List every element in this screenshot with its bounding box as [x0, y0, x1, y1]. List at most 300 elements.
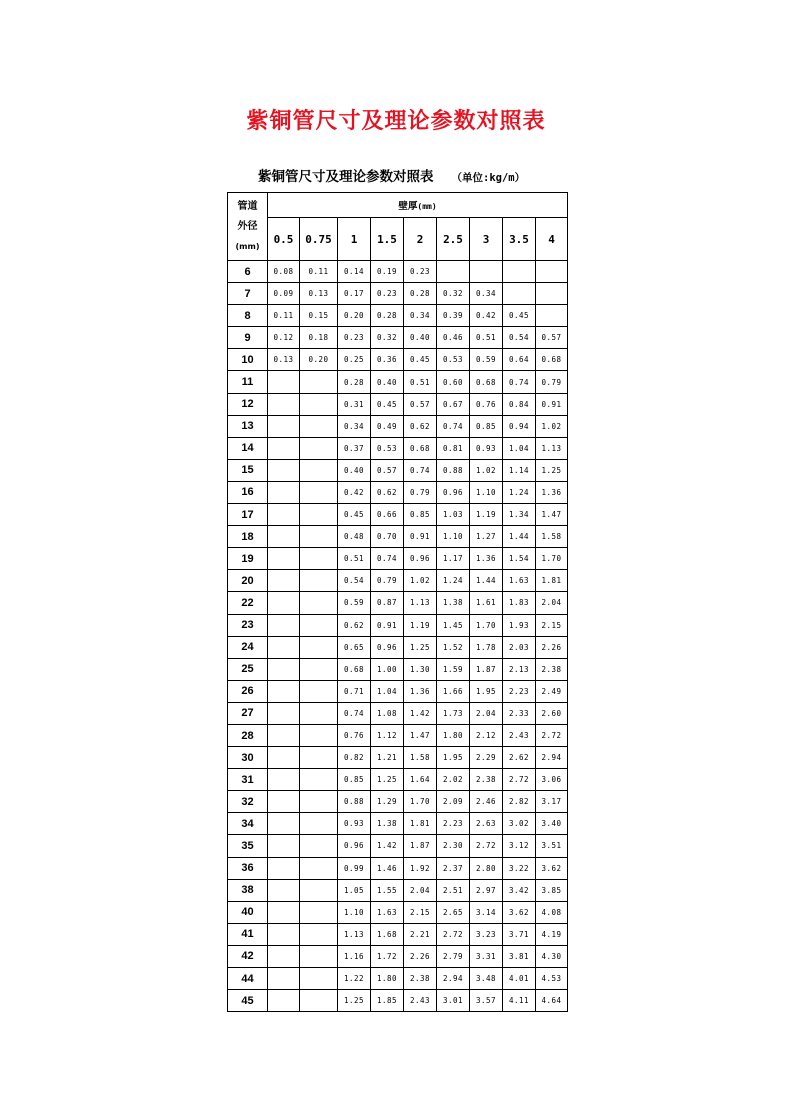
- weight-cell: [536, 261, 568, 283]
- weight-cell: [300, 968, 338, 990]
- outer-diameter-cell: 23: [228, 614, 268, 636]
- weight-cell: 2.09: [437, 791, 470, 813]
- weight-cell: 0.51: [404, 371, 437, 393]
- weight-cell: 3.17: [536, 791, 568, 813]
- weight-cell: 2.72: [503, 769, 536, 791]
- weight-cell: 1.54: [503, 548, 536, 570]
- weight-cell: 0.62: [404, 415, 437, 437]
- weight-cell: 1.30: [404, 658, 437, 680]
- weight-cell: 1.25: [536, 459, 568, 481]
- weight-cell: 0.96: [371, 636, 404, 658]
- weight-cell: 0.85: [404, 504, 437, 526]
- weight-cell: [268, 371, 300, 393]
- weight-cell: 1.81: [404, 813, 437, 835]
- weight-cell: [268, 769, 300, 791]
- outer-diameter-cell: 24: [228, 636, 268, 658]
- table-row: [228, 504, 568, 526]
- weight-cell: 0.45: [371, 393, 404, 415]
- outer-diameter-cell: 13: [228, 415, 268, 437]
- weight-cell: 0.88: [437, 459, 470, 481]
- outer-diameter-cell: 7: [228, 283, 268, 305]
- weight-cell: 0.23: [371, 283, 404, 305]
- weight-cell: 3.12: [503, 835, 536, 857]
- weight-cell: 3.51: [536, 835, 568, 857]
- weight-cell: [300, 504, 338, 526]
- weight-cell: 0.39: [437, 305, 470, 327]
- thickness-header-cell: 3: [470, 218, 503, 261]
- outer-diameter-cell: 10: [228, 349, 268, 371]
- wall-thickness-header: [268, 193, 568, 218]
- table-row: [228, 481, 568, 503]
- weight-cell: [300, 702, 338, 724]
- weight-cell: 2.26: [536, 636, 568, 658]
- weight-cell: 1.10: [437, 526, 470, 548]
- table-row: [228, 702, 568, 724]
- weight-cell: [268, 945, 300, 967]
- weight-cell: [268, 923, 300, 945]
- weight-cell: 0.19: [371, 261, 404, 283]
- weight-cell: [300, 658, 338, 680]
- weight-cell: 0.64: [503, 349, 536, 371]
- od-header-line2: 外径: [237, 220, 258, 232]
- outer-diameter-cell: 42: [228, 945, 268, 967]
- weight-cell: 0.57: [404, 393, 437, 415]
- table-row: [228, 526, 568, 548]
- weight-cell: 3.40: [536, 813, 568, 835]
- weight-cell: [268, 658, 300, 680]
- weight-cell: 1.70: [470, 614, 503, 636]
- weight-cell: 1.58: [404, 747, 437, 769]
- table-row: [228, 393, 568, 415]
- thickness-header-cell: 0.5: [268, 218, 300, 261]
- weight-cell: 1.80: [437, 724, 470, 746]
- weight-cell: 1.87: [404, 835, 437, 857]
- weight-cell: 0.13: [268, 349, 300, 371]
- weight-cell: 1.38: [437, 592, 470, 614]
- weight-cell: 1.59: [437, 658, 470, 680]
- weight-cell: 2.03: [503, 636, 536, 658]
- weight-cell: [300, 459, 338, 481]
- weight-cell: 4.30: [536, 945, 568, 967]
- weight-cell: 1.22: [338, 968, 371, 990]
- weight-cell: 3.57: [470, 990, 503, 1012]
- weight-cell: [268, 791, 300, 813]
- weight-cell: 0.74: [437, 415, 470, 437]
- weight-cell: [300, 945, 338, 967]
- weight-table: [227, 192, 568, 1012]
- weight-cell: [268, 702, 300, 724]
- weight-cell: [268, 901, 300, 923]
- weight-cell: [268, 437, 300, 459]
- weight-cell: 0.54: [338, 570, 371, 592]
- od-header-unit: (mm): [235, 241, 260, 251]
- weight-cell: [268, 747, 300, 769]
- weight-cell: 0.79: [404, 481, 437, 503]
- weight-cell: 0.66: [371, 504, 404, 526]
- weight-cell: 0.28: [371, 305, 404, 327]
- weight-cell: 0.62: [371, 481, 404, 503]
- table-row: [228, 305, 568, 327]
- weight-cell: 2.29: [470, 747, 503, 769]
- weight-cell: 1.29: [371, 791, 404, 813]
- weight-cell: [300, 614, 338, 636]
- weight-cell: 2.51: [437, 879, 470, 901]
- outer-diameter-cell: 15: [228, 459, 268, 481]
- weight-cell: 0.31: [338, 393, 371, 415]
- weight-cell: 0.79: [536, 371, 568, 393]
- weight-cell: 0.53: [437, 349, 470, 371]
- weight-cell: [268, 813, 300, 835]
- weight-cell: 1.21: [371, 747, 404, 769]
- weight-cell: 3.85: [536, 879, 568, 901]
- weight-cell: 2.65: [437, 901, 470, 923]
- weight-cell: 2.04: [536, 592, 568, 614]
- outer-diameter-cell: 41: [228, 923, 268, 945]
- weight-cell: [300, 393, 338, 415]
- weight-cell: 0.23: [404, 261, 437, 283]
- weight-cell: 3.81: [503, 945, 536, 967]
- weight-cell: 0.91: [371, 614, 404, 636]
- weight-cell: [300, 371, 338, 393]
- weight-cell: [268, 415, 300, 437]
- outer-diameter-cell: 27: [228, 702, 268, 724]
- outer-diameter-cell: 45: [228, 990, 268, 1012]
- weight-cell: 0.84: [503, 393, 536, 415]
- weight-cell: 1.80: [371, 968, 404, 990]
- table-row: [228, 327, 568, 349]
- weight-cell: [268, 879, 300, 901]
- weight-cell: 1.70: [536, 548, 568, 570]
- weight-cell: [268, 526, 300, 548]
- weight-cell: 0.11: [268, 305, 300, 327]
- thickness-header-cell: 2.5: [437, 218, 470, 261]
- table-row: [228, 747, 568, 769]
- weight-cell: 1.02: [404, 570, 437, 592]
- weight-cell: 0.14: [338, 261, 371, 283]
- weight-cell: 0.85: [470, 415, 503, 437]
- weight-cell: [268, 636, 300, 658]
- weight-cell: 2.30: [437, 835, 470, 857]
- thickness-label: 壁厚: [398, 201, 418, 212]
- weight-cell: 2.33: [503, 702, 536, 724]
- weight-cell: 4.64: [536, 990, 568, 1012]
- table-title: 紫铜管尺寸及理论参数对照表: [258, 169, 434, 185]
- weight-cell: 0.91: [404, 526, 437, 548]
- table-row: [228, 923, 568, 945]
- weight-cell: 0.85: [338, 769, 371, 791]
- weight-cell: [268, 857, 300, 879]
- weight-cell: 0.59: [338, 592, 371, 614]
- weight-cell: [268, 459, 300, 481]
- weight-cell: 0.94: [503, 415, 536, 437]
- weight-cell: 0.32: [437, 283, 470, 305]
- weight-cell: 0.60: [437, 371, 470, 393]
- weight-cell: 0.57: [371, 459, 404, 481]
- weight-cell: 1.73: [437, 702, 470, 724]
- weight-cell: [268, 724, 300, 746]
- table-row: [228, 570, 568, 592]
- weight-cell: [268, 614, 300, 636]
- thickness-header-cell: 1.5: [371, 218, 404, 261]
- weight-cell: 3.01: [437, 990, 470, 1012]
- weight-cell: 1.68: [371, 923, 404, 945]
- weight-cell: 2.80: [470, 857, 503, 879]
- weight-cell: 0.28: [404, 283, 437, 305]
- weight-cell: 1.47: [404, 724, 437, 746]
- weight-cell: 0.74: [404, 459, 437, 481]
- weight-cell: 0.54: [503, 327, 536, 349]
- weight-cell: 1.27: [470, 526, 503, 548]
- table-row: [228, 791, 568, 813]
- weight-cell: [268, 570, 300, 592]
- weight-cell: 1.95: [470, 680, 503, 702]
- weight-cell: 0.45: [404, 349, 437, 371]
- weight-cell: 1.13: [404, 592, 437, 614]
- weight-cell: [300, 680, 338, 702]
- weight-cell: 1.93: [503, 614, 536, 636]
- weight-cell: 2.15: [404, 901, 437, 923]
- weight-cell: 2.04: [404, 879, 437, 901]
- weight-cell: 3.42: [503, 879, 536, 901]
- weight-cell: 2.72: [536, 724, 568, 746]
- weight-cell: 0.57: [536, 327, 568, 349]
- weight-cell: 3.62: [536, 857, 568, 879]
- weight-cell: 1.64: [404, 769, 437, 791]
- weight-cell: 0.93: [338, 813, 371, 835]
- weight-cell: 0.23: [338, 327, 371, 349]
- weight-cell: 1.24: [503, 481, 536, 503]
- table-header: [228, 193, 568, 261]
- weight-cell: 2.43: [404, 990, 437, 1012]
- thickness-header-cell: 0.75: [300, 218, 338, 261]
- weight-cell: 0.68: [338, 658, 371, 680]
- weight-cell: 2.38: [536, 658, 568, 680]
- outer-diameter-cell: 32: [228, 791, 268, 813]
- weight-cell: [300, 791, 338, 813]
- weight-cell: 2.72: [437, 923, 470, 945]
- weight-cell: [300, 526, 338, 548]
- weight-cell: 0.96: [338, 835, 371, 857]
- weight-cell: [268, 990, 300, 1012]
- weight-cell: 0.46: [437, 327, 470, 349]
- weight-cell: 0.42: [470, 305, 503, 327]
- weight-cell: 0.25: [338, 349, 371, 371]
- od-header-line1: 管道: [237, 200, 258, 212]
- weight-cell: 0.68: [470, 371, 503, 393]
- weight-cell: 0.59: [470, 349, 503, 371]
- weight-cell: [300, 636, 338, 658]
- weight-cell: 2.60: [536, 702, 568, 724]
- outer-diameter-cell: 6: [228, 261, 268, 283]
- table-row: [228, 945, 568, 967]
- weight-cell: 0.40: [371, 371, 404, 393]
- outer-diameter-cell: 35: [228, 835, 268, 857]
- weight-cell: 1.05: [338, 879, 371, 901]
- weight-cell: 1.04: [503, 437, 536, 459]
- weight-cell: [300, 879, 338, 901]
- weight-cell: 1.36: [404, 680, 437, 702]
- outer-diameter-cell: 16: [228, 481, 268, 503]
- outer-diameter-cell: 28: [228, 724, 268, 746]
- weight-cell: [300, 415, 338, 437]
- weight-cell: 0.74: [503, 371, 536, 393]
- outer-diameter-cell: 20: [228, 570, 268, 592]
- table-row: [228, 835, 568, 857]
- weight-cell: 4.19: [536, 923, 568, 945]
- weight-cell: 1.63: [371, 901, 404, 923]
- weight-cell: 2.94: [536, 747, 568, 769]
- weight-cell: 2.97: [470, 879, 503, 901]
- thickness-header-cell: 2: [404, 218, 437, 261]
- weight-cell: 1.25: [404, 636, 437, 658]
- outer-diameter-cell: 38: [228, 879, 268, 901]
- weight-cell: 1.72: [371, 945, 404, 967]
- weight-cell: 3.71: [503, 923, 536, 945]
- weight-cell: [268, 481, 300, 503]
- weight-cell: 1.16: [338, 945, 371, 967]
- weight-cell: 0.49: [371, 415, 404, 437]
- weight-cell: [268, 548, 300, 570]
- weight-cell: 1.19: [470, 504, 503, 526]
- weight-cell: [300, 724, 338, 746]
- table-row: [228, 349, 568, 371]
- weight-cell: 2.37: [437, 857, 470, 879]
- weight-cell: 1.47: [536, 504, 568, 526]
- weight-cell: 2.46: [470, 791, 503, 813]
- weight-cell: 4.11: [503, 990, 536, 1012]
- weight-cell: 0.12: [268, 327, 300, 349]
- weight-cell: 0.76: [338, 724, 371, 746]
- weight-cell: 0.70: [371, 526, 404, 548]
- weight-cell: 4.01: [503, 968, 536, 990]
- weight-cell: 0.68: [536, 349, 568, 371]
- table-row: [228, 968, 568, 990]
- weight-cell: 2.02: [437, 769, 470, 791]
- weight-cell: 2.72: [470, 835, 503, 857]
- weight-cell: 1.46: [371, 857, 404, 879]
- weight-cell: 1.02: [470, 459, 503, 481]
- weight-cell: [300, 437, 338, 459]
- weight-cell: [470, 261, 503, 283]
- table-row: [228, 658, 568, 680]
- weight-cell: 0.99: [338, 857, 371, 879]
- weight-cell: 0.74: [338, 702, 371, 724]
- weight-cell: 1.66: [437, 680, 470, 702]
- weight-cell: 2.23: [503, 680, 536, 702]
- weight-cell: 3.62: [503, 901, 536, 923]
- weight-cell: 1.42: [404, 702, 437, 724]
- weight-cell: 0.37: [338, 437, 371, 459]
- table-row: [228, 769, 568, 791]
- weight-cell: 1.14: [503, 459, 536, 481]
- weight-cell: 1.70: [404, 791, 437, 813]
- thickness-values-row: [228, 218, 568, 261]
- weight-cell: 1.19: [404, 614, 437, 636]
- weight-cell: 3.02: [503, 813, 536, 835]
- outer-diameter-cell: 25: [228, 658, 268, 680]
- weight-cell: 2.38: [404, 968, 437, 990]
- table-row: [228, 813, 568, 835]
- outer-diameter-cell: 17: [228, 504, 268, 526]
- weight-cell: [268, 592, 300, 614]
- table-row: [228, 371, 568, 393]
- outer-diameter-cell: 36: [228, 857, 268, 879]
- weight-cell: 2.12: [470, 724, 503, 746]
- table-row: [228, 548, 568, 570]
- table-row: [228, 261, 568, 283]
- weight-cell: 0.65: [338, 636, 371, 658]
- weight-cell: 0.18: [300, 327, 338, 349]
- outer-diameter-cell: 30: [228, 747, 268, 769]
- outer-diameter-cell: 9: [228, 327, 268, 349]
- weight-cell: 1.25: [338, 990, 371, 1012]
- weight-cell: 1.55: [371, 879, 404, 901]
- weight-cell: 1.95: [437, 747, 470, 769]
- thickness-header-cell: 4: [536, 218, 568, 261]
- weight-cell: 3.22: [503, 857, 536, 879]
- weight-cell: 0.32: [371, 327, 404, 349]
- weight-cell: [503, 283, 536, 305]
- weight-cell: 0.68: [404, 437, 437, 459]
- outer-diameter-cell: 8: [228, 305, 268, 327]
- weight-cell: [300, 923, 338, 945]
- weight-cell: [300, 548, 338, 570]
- weight-cell: 0.34: [470, 283, 503, 305]
- table-row: [228, 592, 568, 614]
- weight-cell: [536, 283, 568, 305]
- weight-cell: 1.61: [470, 592, 503, 614]
- weight-cell: [300, 747, 338, 769]
- weight-cell: 0.79: [371, 570, 404, 592]
- document-title: 紫铜管尺寸及理论参数对照表: [246, 109, 546, 134]
- weight-cell: 3.14: [470, 901, 503, 923]
- weight-cell: 1.24: [437, 570, 470, 592]
- weight-cell: 1.45: [437, 614, 470, 636]
- weight-cell: 1.12: [371, 724, 404, 746]
- weight-cell: 1.25: [371, 769, 404, 791]
- weight-cell: 2.43: [503, 724, 536, 746]
- table-body: [228, 261, 568, 1012]
- thickness-unit: (mm): [417, 202, 437, 211]
- weight-cell: 0.09: [268, 283, 300, 305]
- weight-cell: 0.91: [536, 393, 568, 415]
- weight-cell: [503, 261, 536, 283]
- weight-cell: [268, 504, 300, 526]
- weight-cell: 0.82: [338, 747, 371, 769]
- weight-cell: 0.67: [437, 393, 470, 415]
- weight-cell: 1.10: [338, 901, 371, 923]
- weight-cell: 0.76: [470, 393, 503, 415]
- weight-cell: 0.08: [268, 261, 300, 283]
- weight-cell: 1.04: [371, 680, 404, 702]
- weight-cell: [300, 901, 338, 923]
- weight-cell: [300, 857, 338, 879]
- weight-cell: 1.83: [503, 592, 536, 614]
- outer-diameter-cell: 34: [228, 813, 268, 835]
- weight-cell: 1.81: [536, 570, 568, 592]
- weight-cell: 2.13: [503, 658, 536, 680]
- weight-cell: 1.44: [470, 570, 503, 592]
- weight-cell: 1.42: [371, 835, 404, 857]
- table-row: [228, 724, 568, 746]
- unit-label: （单位:kg/m）: [451, 172, 526, 184]
- table-caption: [258, 165, 525, 185]
- weight-cell: 1.36: [470, 548, 503, 570]
- weight-cell: 0.96: [437, 481, 470, 503]
- outer-diameter-cell: 11: [228, 371, 268, 393]
- weight-cell: 1.02: [536, 415, 568, 437]
- weight-cell: 1.38: [371, 813, 404, 835]
